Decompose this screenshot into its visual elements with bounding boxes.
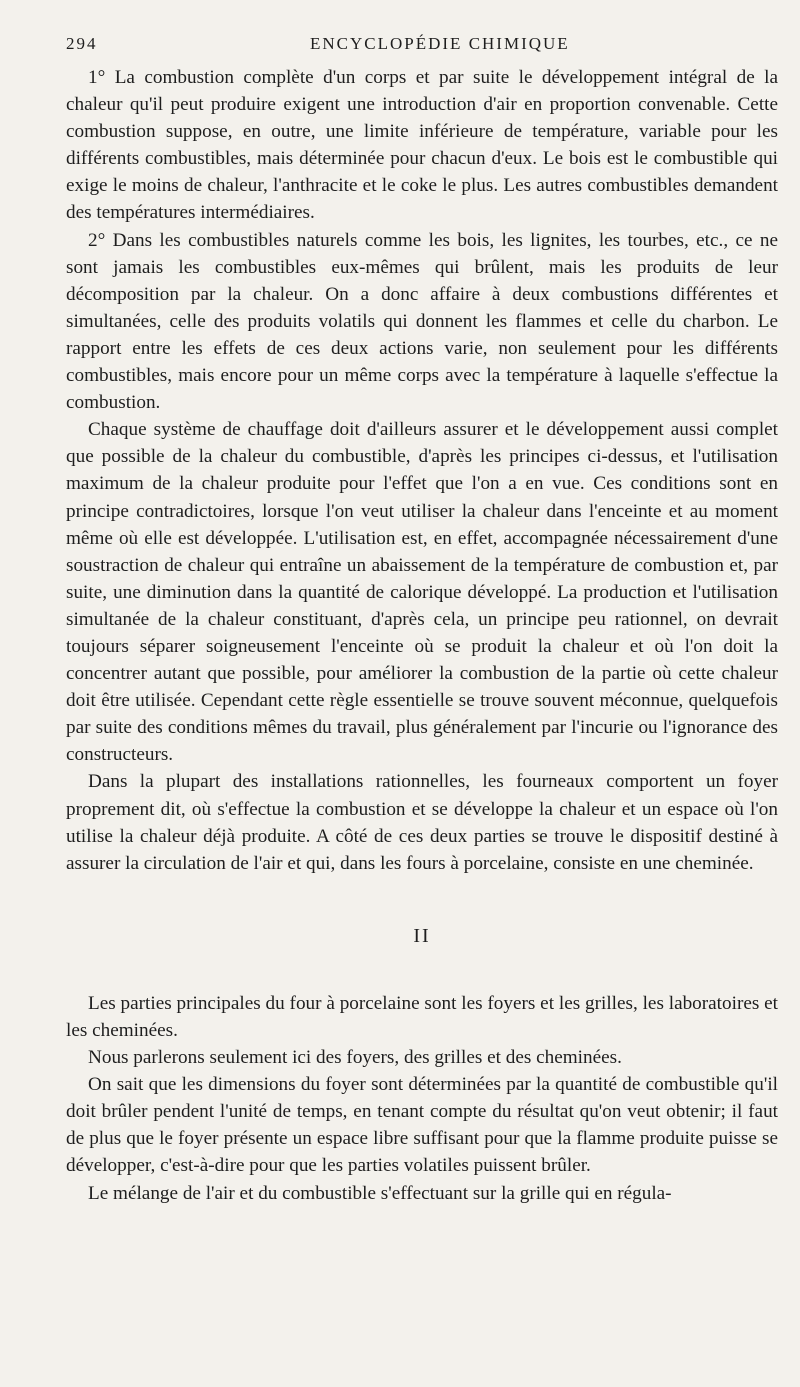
paragraph: Le mélange de l'air et du combustible s'effectuant sur la grille qui en régula- <box>88 1182 672 1204</box>
section-heading: II <box>413 924 431 947</box>
running-header <box>66 30 778 58</box>
page-number: 294 <box>66 34 98 53</box>
paragraph: Les parties principales du four à porcelaine sont les foyers et les grilles, les laboratoires et les cheminées. <box>66 992 778 1041</box>
body-text <box>66 64 778 1207</box>
paragraph: 1° La combustion complète d'un corps et par suite le développement intégral de la chaleur qu'il peut produire exigent une introduction d'air en proportion convenable. Cette combustion suppose, en outre, une limite inférieure de température, variable pour les différents combustibles, mais déterminée pour chacun d'eux. Le bois est le combustible qui exige le moins de chaleur, l'anthracite et le coke le plus. Les autres combustibles demandent des températures intermédiaires. <box>66 67 778 224</box>
paragraph: 2° Dans les combustibles naturels comme les bois, les lignites, les tourbes, etc., ce ne sont jamais les combustibles eux-mêmes qui brûlent, mais les produits de leur décomposition par la chaleur. On a donc affaire à deux combustions différentes et simultanées, celle des produits volatils qui donnent les flammes et celle du charbon. Le rapport entre les effets de ces deux actions varie, non seulement pour les différents combustibles, mais encore pour un même corps avec la température à laquelle s'effectue la combustion. <box>66 229 778 414</box>
running-title: ENCYCLOPÉDIE CHIMIQUE <box>310 34 570 53</box>
paragraph: On sait que les dimensions du foyer sont déterminées par la quantité de combustible qu'il doit brûler pendent l'unité de temps, en tenant compte du résultat qu'on veut obtenir; il faut de plus que le foyer présente un espace libre suffisant pour que la flamme produite puisse se développer, c'est-à-dire pour que les parties volatiles puissent brûler. <box>66 1074 778 1177</box>
paragraph: Dans la plupart des installations rationnelles, les fourneaux comportent un foyer proprement dit, où s'effectue la combustion et se développe la chaleur et un espace où l'on utilise la chaleur déjà produite. A côté de ces deux parties se trouve le dispositif destiné à assurer la circulation de l'air et qui, dans les fours à porcelaine, consiste en une cheminée. <box>66 771 778 874</box>
paragraph: Chaque système de chauffage doit d'ailleurs assurer et le développement aussi complet que possible de la chaleur du combustible, d'après les principes ci-dessus, et l'utilisation maximum de la chaleur produite pour l'effet que l'on a en vue. Ces conditions sont en principe contradictoires, lorsque l'on veut utiliser la chaleur dans l'enceinte et au moment même où elle est développée. L'utilisation est, en effet, accompagnée nécessairement d'une soustraction de chaleur qui entraîne un abaissement de la température de combustion et, par suite, une diminution dans la quantité de calorique développé. La production et l'utilisation simultanée de la chaleur constituant, d'après cela, un principe peu rationnel, on devrait toujours séparer soigneusement l'enceinte où se produit la chaleur et où l'on doit la concentrer autant que possible, pour améliorer la combustion de la partie où cette chaleur doit être utilisée. Cependant cette règle essentielle se trouve souvent méconnue, quelquefois par suite des conditions mêmes du travail, plus généralement par l'incurie ou l'ignorance des constructeurs. <box>66 419 778 766</box>
paragraph: Nous parlerons seulement ici des foyers, des grilles et des cheminées. <box>88 1047 622 1069</box>
